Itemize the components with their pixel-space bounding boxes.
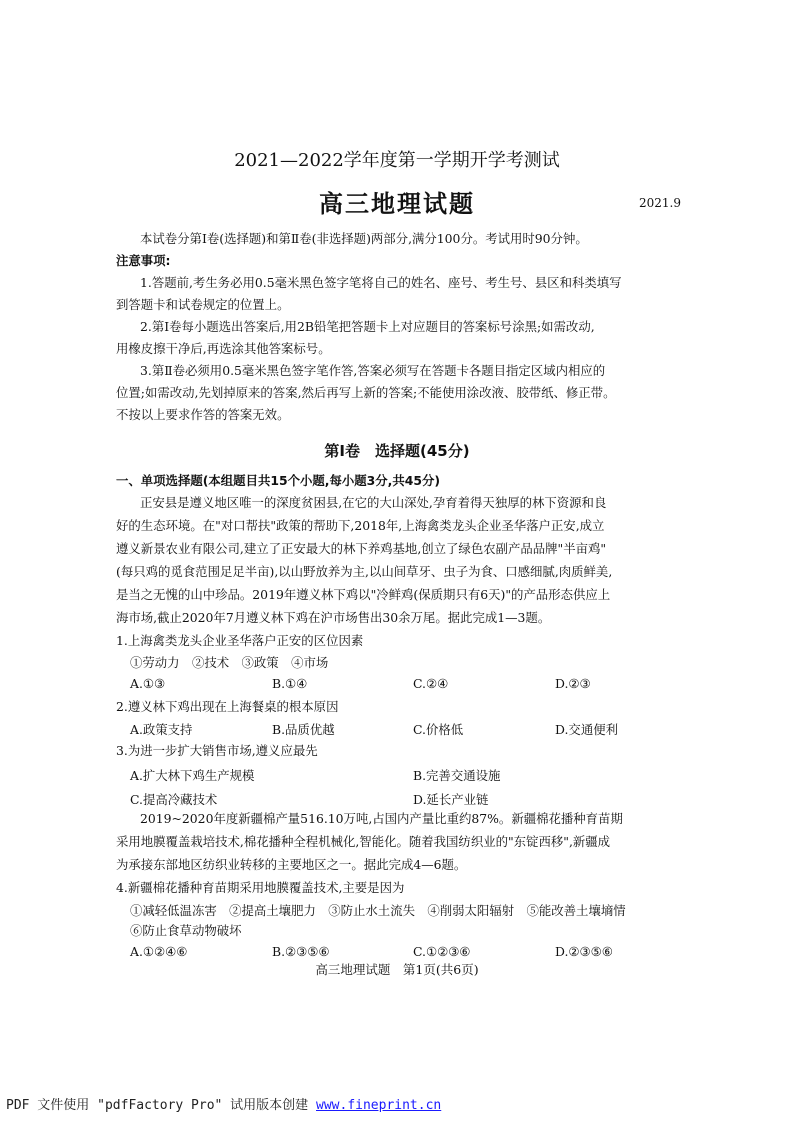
passage1-line-4: (每只鸡的觅食范围足足半亩),以山野放养为主,以山间草牙、虫子为食、口感细腻,肉质鲜美,: [116, 564, 613, 579]
q4-option-d: D.②③⑤⑥: [555, 944, 613, 959]
q1-items: ①劳动力 ②技术 ③政策 ④市场: [130, 655, 329, 670]
notice-3-line-2: 位置;如需改动,先划掉原来的答案,然后再写上新的答案;不能使用涂改液、胶带纸、修正带。: [116, 385, 616, 400]
notice-3-line-1: 3.第Ⅱ卷必须用0.5毫米黑色签字笔作答,答案必须写在答题卡各题目指定区域内相应的: [140, 363, 606, 378]
q3-option-a: A.扩大林下鸡生产规模: [130, 768, 255, 783]
passage2-line-3: 为承接东部地区纺织业转移的主要地区之一。据此完成4—6题。: [116, 857, 467, 872]
exam-date: 2021.9: [639, 196, 681, 210]
passage1-line-1: 正安县是遵义地区唯一的深度贫困县,在它的大山深处,孕育着得天独厚的林下资源和良: [140, 495, 607, 510]
q4-option-c: C.①②③⑥: [413, 944, 471, 959]
exam-title: 2021—2022学年度第一学期开学考测试: [234, 150, 560, 171]
q2-option-b: B.品质优越: [272, 722, 335, 737]
passage1-line-2: 好的生态环境。在"对口帮扶"政策的帮助下,2018年,上海禽类龙头企业圣华落户正安,成立: [116, 518, 605, 533]
q3-option-d: D.延长产业链: [413, 792, 489, 807]
q4-items-1: ①减轻低温冻害 ②提高土壤肥力 ③防止水土流失 ④削弱太阳辐射 ⑤能改善土壤墒情: [130, 903, 626, 918]
part-heading: 一、单项选择题(本组题目共15个小题,每小题3分,共45分): [116, 473, 441, 488]
q1-option-b: B.①④: [272, 676, 308, 691]
fineprint-link[interactable]: www.fineprint.cn: [316, 1098, 442, 1113]
page-footer: 高三地理试题 第1页(共6页): [315, 962, 479, 977]
q1-stem: 1.上海禽类龙头企业圣华落户正安的区位因素: [116, 633, 364, 648]
q1-option-c: C.②④: [413, 676, 449, 691]
pdf-creator-note: [6, 1094, 441, 1113]
q1-option-a: A.①③: [130, 676, 166, 691]
notice-3-line-3: 不按以上要求作答的答案无效。: [116, 407, 290, 422]
subject-title: 高三地理试题: [319, 190, 475, 218]
q3-option-b: B.完善交通设施: [413, 768, 501, 783]
notice-title: 注意事项:: [116, 253, 171, 268]
q2-stem: 2.遵义林下鸡出现在上海餐桌的根本原因: [116, 699, 339, 714]
q2-option-d: D.交通便利: [555, 722, 618, 737]
q3-stem: 3.为进一步扩大销售市场,遵义应最先: [116, 743, 318, 758]
q4-option-a: A.①②④⑥: [130, 944, 188, 959]
passage1-line-3: 遵义新景农业有限公司,建立了正安最大的林下养鸡基地,创立了绿色农副产品品牌"半亩鸡": [116, 541, 607, 556]
q3-option-c: C.提高冷藏技术: [130, 792, 218, 807]
notice-1-line-2: 到答题卡和试卷规定的位置上。: [116, 297, 290, 312]
passage1-line-6: 海市场,截止2020年7月遵义林下鸡在沪市场售出30余万尾。据此完成1—3题。: [116, 610, 551, 625]
q2-option-c: C.价格低: [413, 722, 464, 737]
q4-items-2: ⑥防止食草动物破坏: [130, 923, 242, 938]
notice-2-line-1: 2.第Ⅰ卷每小题选出答案后,用2B铅笔把答题卡上对应题目的答案标号涂黑;如需改动,: [140, 319, 595, 334]
passage1-line-5: 是当之无愧的山中珍品。2019年遵义林下鸡以"冷鲜鸡(保质期只有6天)"的产品形态供应上: [116, 587, 611, 602]
q4-option-b: B.②③⑤⑥: [272, 944, 330, 959]
notice-1-line-1: 1.答题前,考生务必用0.5毫米黑色签字笔将自己的姓名、座号、考生号、县区和科类填写: [140, 275, 622, 290]
notice-2-line-2: 用橡皮擦干净后,再选涂其他答案标号。: [116, 341, 331, 356]
q1-option-d: D.②③: [555, 676, 591, 691]
passage2-line-2: 采用地膜覆盖栽培技术,棉花播种全程机械化,智能化。随着我国纺织业的"东锭西移",新疆成: [116, 834, 611, 849]
pdf-note-text: PDF 文件使用 "pdfFactory Pro" 试用版本创建: [6, 1098, 317, 1113]
section-title: 第Ⅰ卷 选择题(45分): [324, 442, 470, 460]
passage2-line-1: 2019~2020年度新疆棉产量516.10万吨,占国内产量比重约87%。新疆棉花播种育苗期: [140, 811, 623, 826]
intro-text: 本试卷分第Ⅰ卷(选择题)和第Ⅱ卷(非选择题)两部分,满分100分。考试用时90分钟。: [140, 231, 588, 246]
q4-stem: 4.新疆棉花播种育苗期采用地膜覆盖技术,主要是因为: [116, 880, 405, 895]
q2-option-a: A.政策支持: [130, 722, 193, 737]
